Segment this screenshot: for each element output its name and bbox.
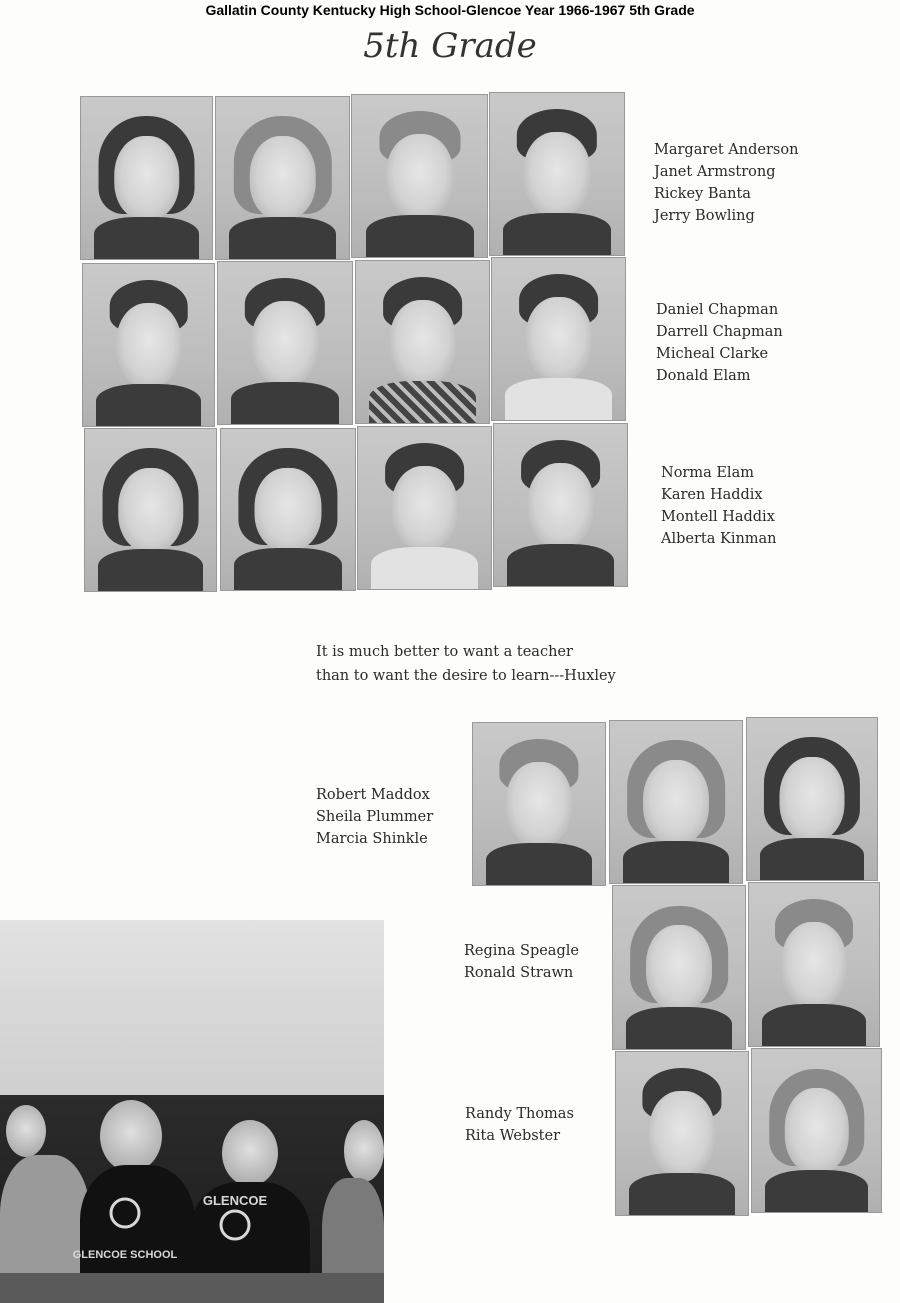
portrait-alberta-kinman [493, 423, 628, 587]
student-name: Ronald Strawn [464, 965, 574, 981]
student-name: Margaret Anderson [654, 142, 799, 158]
shirt-logo-right [221, 1211, 249, 1239]
names-group-3 [661, 462, 777, 550]
portrait-micheal-clarke [355, 260, 490, 424]
portrait-marcia-shinkle [746, 717, 878, 881]
page-caption: Gallatin County Kentucky High School-Glencoe Year 1966-1967 5th Grade [205, 2, 695, 18]
names-group-5 [464, 940, 579, 984]
student-name: Regina Speagle [464, 943, 579, 959]
portrait-daniel-chapman [82, 263, 215, 427]
names-group-1 [654, 139, 798, 227]
names-group-4 [316, 784, 433, 850]
shirt-text-left: GLENCOE SCHOOL [72, 1249, 178, 1261]
portrait-rita-webster [751, 1048, 882, 1213]
portrait-ronald-strawn [748, 882, 880, 1047]
portrait-randy-thomas [615, 1051, 749, 1216]
quote-line-1: It is much better to want a teacher [316, 644, 573, 660]
student-name: Karen Haddix [661, 487, 763, 503]
shirt-logo-left [111, 1199, 139, 1227]
student-name: Rickey Banta [654, 186, 751, 202]
portrait-regina-speagle [612, 885, 746, 1050]
portrait-sheila-plummer [609, 720, 743, 884]
names-group-6 [465, 1103, 574, 1147]
student-name: Randy Thomas [465, 1106, 574, 1122]
portrait-margaret-anderson [80, 96, 213, 260]
portrait-darrell-chapman [217, 261, 353, 425]
portrait-robert-maddox [472, 722, 606, 886]
portrait-donald-elam [491, 257, 626, 421]
quote [316, 640, 616, 688]
group-photo [0, 920, 384, 1303]
portrait-karen-haddix [220, 428, 356, 591]
quote-line-2: than to want the desire to learn---Huxley [316, 668, 616, 684]
student-name: Micheal Clarke [656, 346, 769, 362]
portrait-rickey-banta [351, 94, 488, 258]
student-name: Alberta Kinman [661, 531, 777, 547]
student-name: Donald Elam [656, 368, 751, 384]
student-name: Daniel Chapman [656, 302, 779, 318]
group-photo-shirt-logos [0, 920, 384, 1303]
student-name: Janet Armstrong [654, 164, 776, 180]
portrait-jerry-bowling [489, 92, 625, 256]
group-photo-table [0, 1273, 384, 1303]
student-name: Rita Webster [465, 1128, 561, 1144]
shirt-text-right: GLENCOE [202, 1193, 268, 1208]
student-name: Montell Haddix [661, 509, 775, 525]
student-name: Norma Elam [661, 465, 754, 481]
student-name: Robert Maddox [316, 787, 430, 803]
portrait-montell-haddix [357, 426, 492, 590]
student-name: Jerry Bowling [654, 208, 755, 224]
grade-title: 5th Grade [363, 26, 537, 66]
student-name: Marcia Shinkle [316, 831, 428, 847]
student-name: Darrell Chapman [656, 324, 783, 340]
portrait-janet-armstrong [215, 96, 350, 260]
student-name: Sheila Plummer [316, 809, 434, 825]
names-group-2 [656, 299, 783, 387]
portrait-norma-elam [84, 428, 217, 592]
